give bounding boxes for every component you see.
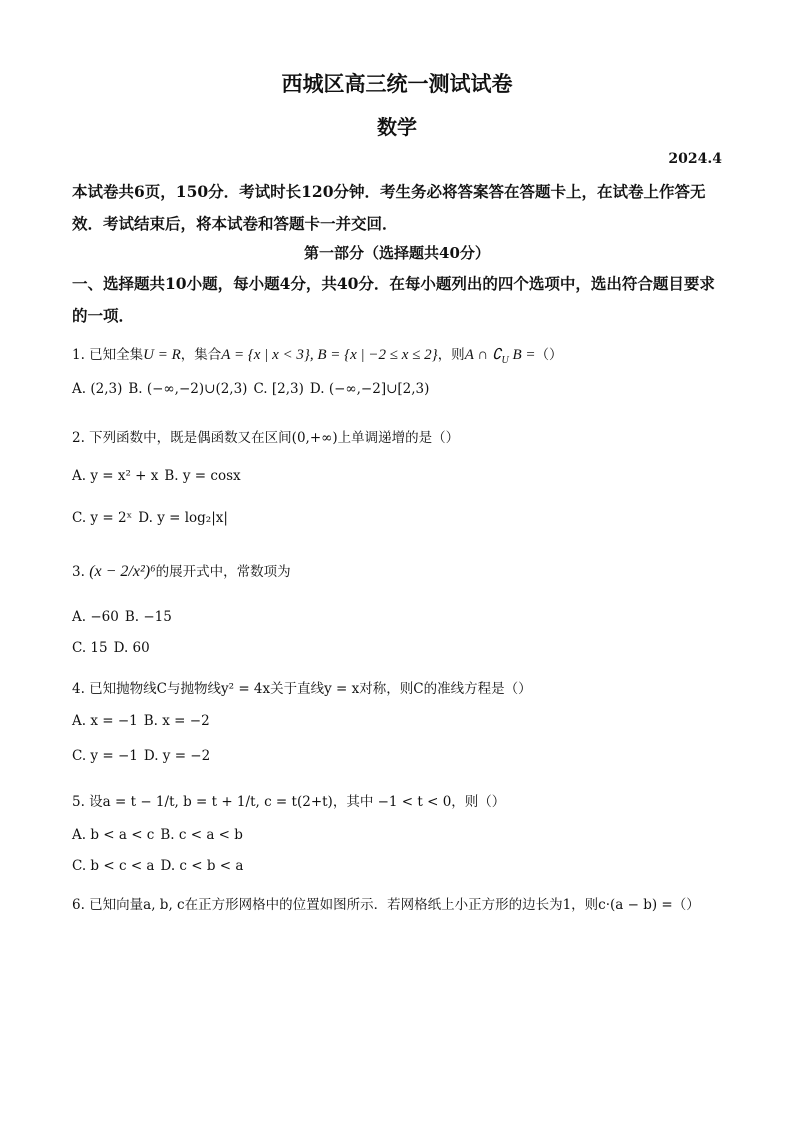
q1-answer-blank: （） — [535, 347, 563, 363]
q4-option-b[interactable]: B. x = −2 — [143, 713, 210, 729]
q5-option-c[interactable]: C. b < c < a — [72, 858, 155, 874]
question-5-stem: 5. 设a = t − 1/t, b = t + 1/t, c = t(2+t)，其中 −1 < t < 0，则（） — [72, 794, 506, 810]
q1-stem-part: ，集合 — [180, 347, 222, 363]
q2-option-c[interactable]: C. y = 2ˣ — [72, 510, 133, 526]
q3-binomial-expression: (x − 2/x²)⁶ — [89, 563, 156, 580]
q1-option-a[interactable]: A. (2,3) — [72, 381, 123, 397]
q3-option-b[interactable]: B. −15 — [124, 609, 172, 625]
exam-instructions: 本试卷共6页，150分．考试时长120分钟．考生务必将答案答在答题卡上，在试卷上作答无效．考试结束后，将本试卷和答题卡一并交回． — [72, 182, 706, 233]
q2-option-d[interactable]: D. y = log₂|x| — [138, 510, 228, 526]
question-3-stem — [72, 560, 291, 581]
q1-option-c[interactable]: C. [2,3) — [253, 381, 304, 397]
q5-option-d[interactable]: D. c < b < a — [160, 858, 244, 874]
q1-expression: A ∩ $∁_U$ B = — [464, 347, 536, 366]
q3-number: 3. — [72, 564, 85, 580]
q2-option-a[interactable]: A. y = x² + x — [72, 468, 159, 484]
q4-option-a[interactable]: A. x = −1 — [72, 713, 138, 729]
question-3-options-cd — [72, 640, 150, 656]
question-1-stem — [72, 343, 563, 366]
q1-sets: A = {x | x < 3}, B = {x | −2 ≤ x ≤ 2} — [221, 347, 438, 363]
q3-stem-text: 的展开式中，常数项为 — [155, 564, 291, 580]
question-5-options-ab — [72, 827, 243, 843]
question-4-options-ab — [72, 713, 210, 729]
question-4-stem: 4. 已知抛物线C与抛物线y² = 4x关于直线y = x对称，则C的准线方程是（） — [72, 681, 532, 697]
q2-option-b[interactable]: B. y = cosx — [164, 468, 241, 484]
question-1-options — [72, 381, 429, 397]
exam-date: 2024.4 — [668, 151, 722, 167]
question-3-options-ab — [72, 609, 172, 625]
subject-title: 数学 — [377, 115, 417, 139]
q3-option-d[interactable]: D. 60 — [113, 640, 150, 656]
question-4-options-cd — [72, 748, 210, 764]
q5-option-a[interactable]: A. b < a < c — [72, 827, 155, 843]
q1-option-d[interactable]: D. (−∞,−2]∪[2,3) — [309, 381, 430, 397]
exam-title: 西城区高三统一测试试卷 — [281, 71, 513, 96]
q3-option-c[interactable]: C. 15 — [72, 640, 108, 656]
section-one-instructions: 一、选择题共10小题，每小题4分，共40分．在每小题列出的四个选项中，选出符合题目要求的一项． — [72, 274, 715, 325]
part-one-heading: 第一部分（选择题共40分） — [304, 244, 490, 262]
q1-stem-part: 1. 已知全集 — [72, 347, 144, 363]
q4-option-c[interactable]: C. y = −1 — [72, 748, 138, 764]
q1-universal-set: U = R — [143, 347, 181, 363]
q3-option-a[interactable]: A. −60 — [72, 609, 119, 625]
question-2-options-ab — [72, 468, 241, 484]
q5-option-b[interactable]: B. c < a < b — [160, 827, 243, 843]
question-6-stem: 6. 已知向量a, b, c在正方形网格中的位置如图所示．若网格纸上小正方形的边长为1，则c·(a − b) =（） — [72, 897, 700, 913]
question-2-stem: 2. 下列函数中，既是偶函数又在区间(0,+∞)上单调递增的是（） — [72, 430, 460, 446]
q1-option-b[interactable]: B. (−∞,−2)∪(2,3) — [128, 381, 248, 397]
question-2-options-cd — [72, 510, 228, 526]
q1-stem-part: ，则 — [437, 347, 465, 363]
question-5-options-cd — [72, 858, 243, 874]
q4-option-d[interactable]: D. y = −2 — [143, 748, 211, 764]
